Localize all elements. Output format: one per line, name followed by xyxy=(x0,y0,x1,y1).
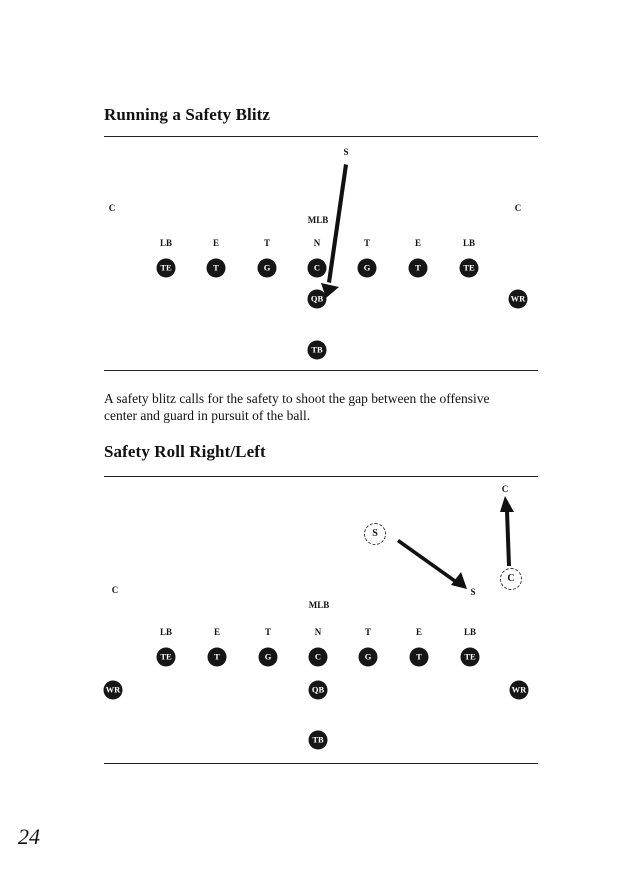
player-guard-right: G xyxy=(358,259,377,278)
label-lb-right: LB xyxy=(462,238,476,248)
player-wr-right: WR xyxy=(509,290,528,309)
player-te-right: TE xyxy=(461,648,480,667)
label-end-right: E xyxy=(414,238,422,248)
label-tackle-right: T xyxy=(364,627,372,637)
player-tb: TB xyxy=(309,731,328,750)
label-corner-deep: C xyxy=(501,484,509,494)
label-safety: S xyxy=(343,147,349,157)
player-guard-left: G xyxy=(258,259,277,278)
player-qb: QB xyxy=(309,681,328,700)
player-guard-left: G xyxy=(259,648,278,667)
label-nose: N xyxy=(314,627,322,637)
label-corner-left: C xyxy=(111,585,119,595)
bottom-rule xyxy=(104,763,538,764)
safety-start-marker: S xyxy=(364,523,386,545)
diagram-title: Running a Safety Blitz xyxy=(104,105,271,124)
label-lb-right: LB xyxy=(463,627,477,637)
page-number: 24 xyxy=(18,824,40,849)
label-corner-right: C xyxy=(514,203,522,213)
label-corner-left: C xyxy=(108,203,116,213)
label-tackle-left: T xyxy=(264,627,272,637)
label-nose: N xyxy=(313,238,321,248)
player-tackle-right: T xyxy=(410,648,429,667)
player-guard-right: G xyxy=(359,648,378,667)
corner-start-marker: C xyxy=(500,568,522,590)
player-center: C xyxy=(309,648,328,667)
player-wr-right: WR xyxy=(510,681,529,700)
caption-line-1: A safety blitz calls for the safety to shoot the gap between the offensive xyxy=(104,391,490,406)
label-lb-left: LB xyxy=(159,627,173,637)
player-te-left: TE xyxy=(157,648,176,667)
player-tackle-right: T xyxy=(409,259,428,278)
player-te-right: TE xyxy=(460,259,479,278)
caption-line-2: center and guard in pursuit of the ball. xyxy=(104,408,311,423)
player-center: C xyxy=(308,259,327,278)
label-tackle-right: T xyxy=(363,238,371,248)
label-mlb: MLB xyxy=(308,600,330,610)
player-tackle-left: T xyxy=(208,648,227,667)
player-te-left: TE xyxy=(157,259,176,278)
player-qb: QB xyxy=(308,290,327,309)
label-lb-left: LB xyxy=(159,238,173,248)
diagram-title: Safety Roll Right/Left xyxy=(104,442,266,461)
label-end-left: E xyxy=(212,238,220,248)
player-tackle-left: T xyxy=(207,259,226,278)
label-tackle-left: T xyxy=(263,238,271,248)
label-mlb: MLB xyxy=(307,215,329,225)
label-end-right: E xyxy=(415,627,423,637)
label-safety-end: S xyxy=(470,587,476,597)
label-end-left: E xyxy=(213,627,221,637)
player-tb: TB xyxy=(308,341,327,360)
player-wr-left: WR xyxy=(104,681,123,700)
